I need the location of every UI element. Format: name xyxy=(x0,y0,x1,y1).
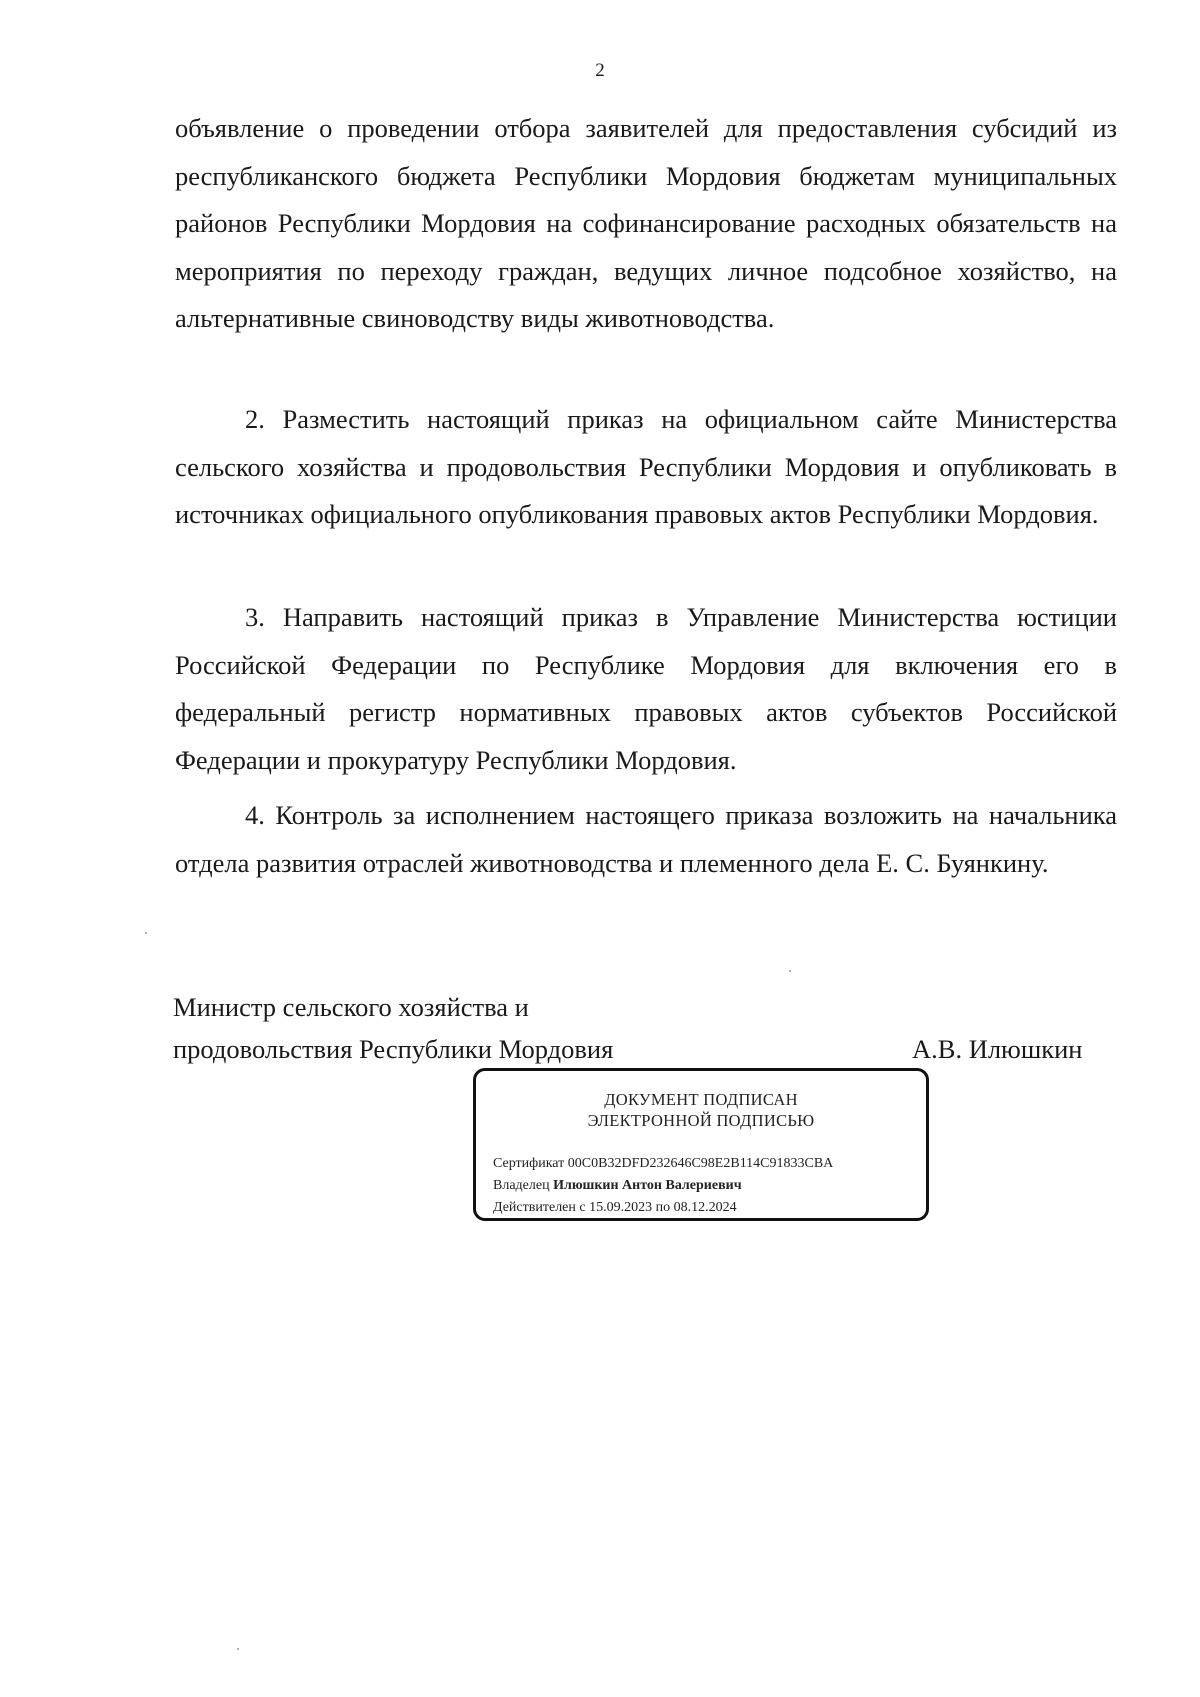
signatory-position-line2: продовольствия Республики Мордовия xyxy=(173,1034,614,1064)
paragraph-item-4-text: 4. Контроль за исполнением настоящего приказа возложить на начальника отдела развития отраслей животноводства и племенного дела Е. С. Буянкину. xyxy=(175,800,1117,878)
paragraph-item-4 xyxy=(175,792,1117,887)
esign-certificate-label: Сертификат xyxy=(493,1156,565,1171)
paragraph-item-3-text: 3. Направить настоящий приказ в Управление Министерства юстиции Российской Федерации по Республике Мордовия для включения его в федеральный регистр нормативных правовых актов субъектов Российской Федерации и прокуратуру Республики Мордовия. xyxy=(175,602,1117,775)
signer-name: А.В. Илюшкин xyxy=(912,1034,1083,1064)
esign-certificate-value: 00C0B32DFD232646C98E2B114C91833CBA xyxy=(567,1156,834,1171)
electronic-signature-stamp xyxy=(473,1068,929,1221)
esign-validity-row xyxy=(493,1197,833,1219)
paragraph-item-2 xyxy=(175,396,1117,539)
esign-valid-from-value: 15.09.2023 xyxy=(589,1200,653,1215)
scan-speck xyxy=(145,932,147,934)
page-number: 2 xyxy=(595,60,605,81)
esign-valid-from-label: Действителен с xyxy=(493,1200,586,1215)
paragraph-intro xyxy=(175,105,1117,343)
esign-stamp-title xyxy=(476,1089,926,1131)
esign-title-line2: ЭЛЕКТРОННОЙ ПОДПИСЬЮ xyxy=(587,1111,815,1130)
esign-valid-to-value: 08.12.2024 xyxy=(673,1200,737,1215)
esign-owner-value: Илюшкин Антон Валериевич xyxy=(553,1178,742,1193)
esign-title-line1: ДОКУМЕНТ ПОДПИСАН xyxy=(604,1090,798,1109)
esign-owner-row xyxy=(493,1175,833,1197)
signatory-position xyxy=(173,986,613,1070)
paragraph-item-3 xyxy=(175,594,1117,784)
esign-valid-to-label: по xyxy=(655,1200,671,1215)
esign-owner-label: Владелец xyxy=(493,1178,550,1193)
paragraph-intro-text: объявление о проведении отбора заявителей для предоставления субсидий из республиканского бюджета Республики Мордовия бюджетам муниципальных районов Республики Мордовия на софинансирование расходных обязательств на мероприятия по переходу граждан, ведущих личное подсобное хозяйство, на альтернативные свиноводству виды животноводства. xyxy=(175,113,1117,333)
scan-speck xyxy=(789,970,791,972)
esign-certificate-row xyxy=(493,1153,833,1175)
signatory-position-line1: Министр сельского хозяйства и xyxy=(173,992,529,1022)
scan-speck xyxy=(237,1648,239,1650)
paragraph-item-2-text: 2. Разместить настоящий приказ на официальном сайте Министерства сельского хозяйства и продовольствия Республики Мордовия и опубликовать в источниках официального опубликования правовых актов Республики Мордовия. xyxy=(175,404,1117,529)
esign-stamp-details xyxy=(493,1153,833,1219)
